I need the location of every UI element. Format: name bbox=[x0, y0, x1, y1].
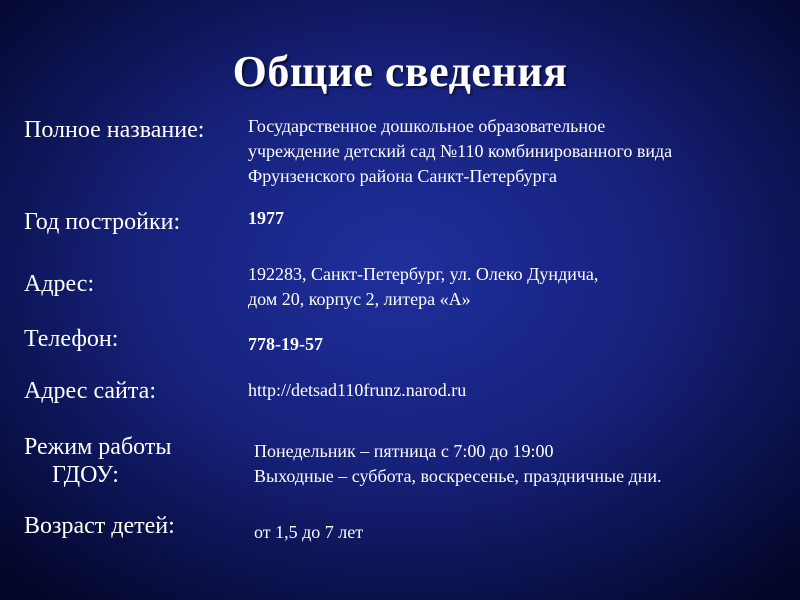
value-working-hours-line: Понедельник – пятница с 7:00 до 19:00 bbox=[254, 441, 554, 461]
value-address bbox=[248, 262, 598, 312]
label-website: Адрес сайта: bbox=[24, 378, 156, 404]
value-full-name-line: учреждение детский сад №110 комбинированного вида bbox=[248, 141, 673, 161]
label-working-hours bbox=[24, 433, 171, 489]
value-full-name bbox=[248, 114, 672, 189]
value-full-name-line: Фрунзенского района Санкт-Петербурга bbox=[248, 166, 558, 186]
value-website[interactable]: http://detsad110frunz.narod.ru bbox=[248, 380, 467, 400]
value-year-built: 1977 bbox=[248, 208, 284, 228]
value-phone: 778-19-57 bbox=[248, 334, 323, 354]
slide-title: Общие сведения bbox=[232, 47, 568, 96]
value-address-line: 192283, Санкт-Петербург, ул. Олеко Дундича, bbox=[248, 264, 599, 284]
value-full-name-line: Государственное дошкольное образовательное bbox=[248, 116, 606, 136]
value-working-hours bbox=[254, 439, 662, 489]
label-children-age: Возраст детей: bbox=[24, 513, 175, 539]
label-working-hours-line: ГДОУ: bbox=[52, 462, 119, 488]
label-phone: Телефон: bbox=[24, 326, 119, 352]
label-address: Адрес: bbox=[24, 271, 95, 297]
value-working-hours-line: Выходные – суббота, воскресенье, праздничные дни. bbox=[254, 466, 662, 486]
value-children-age: от 1,5 до 7 лет bbox=[254, 522, 364, 542]
label-full-name: Полное название: bbox=[24, 117, 205, 143]
value-address-line: дом 20, корпус 2, литера «А» bbox=[248, 289, 471, 309]
label-year-built: Год постройки: bbox=[24, 209, 181, 235]
label-working-hours-line: Режим работы bbox=[24, 434, 172, 460]
